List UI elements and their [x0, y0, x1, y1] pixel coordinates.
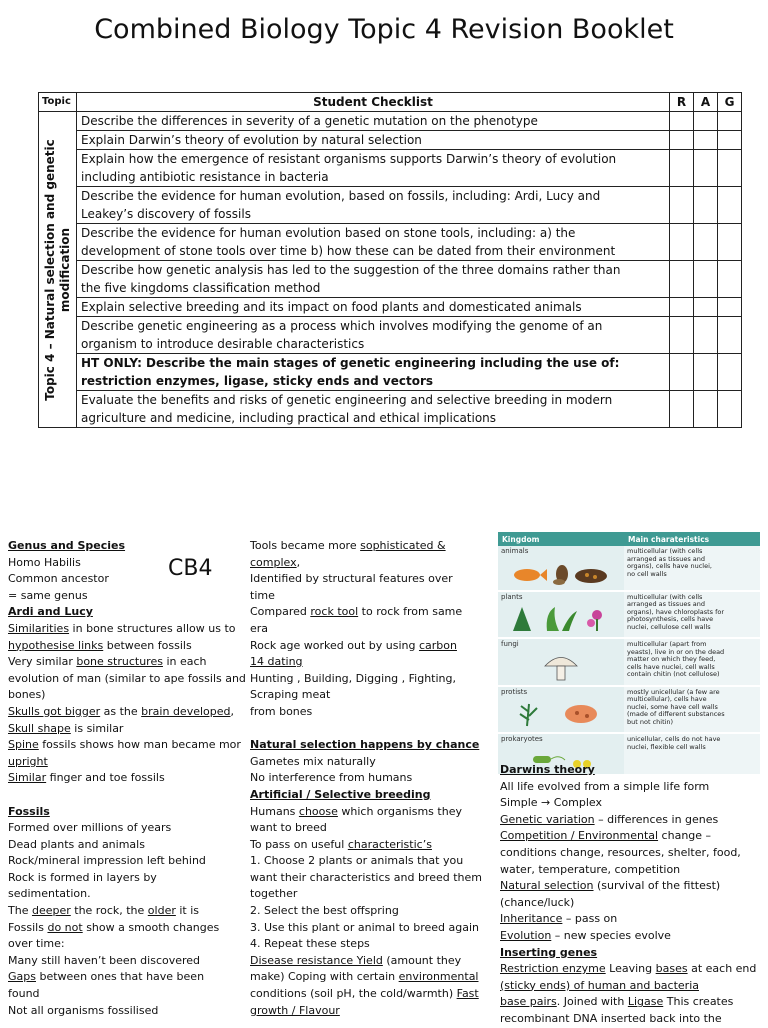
- note-line: Many still haven’t been discovered: [8, 953, 201, 967]
- checklist-item: [77, 391, 670, 428]
- note-line: Inheritance – pass on: [500, 912, 618, 926]
- protists-icon: [507, 698, 615, 730]
- note-line: Ardi and Lucy: [8, 605, 93, 619]
- checklist-item: [77, 187, 670, 224]
- note-line: hypothesise links between fossils: [8, 638, 192, 652]
- kingdom-cell: [498, 546, 624, 591]
- checklist-row: [39, 224, 742, 261]
- rag-g-checkbox[interactable]: [718, 112, 742, 131]
- page-title: Combined Biology Topic 4 Revision Booklet: [94, 14, 674, 45]
- note-line: Homo Habilis: [8, 555, 81, 569]
- kingdom-header: Kingdom: [498, 532, 624, 546]
- kingdom-characteristics: [624, 546, 760, 591]
- topic-header: Topic: [39, 93, 77, 112]
- note-line: conditions change, resources, shelter, food,: [500, 845, 741, 859]
- characteristics-line: mostly unicellular (a few are: [627, 687, 720, 696]
- checklist-item-line: Explain Darwin’s theory of evolution by natural selection: [81, 133, 422, 147]
- note-line: Very similar bone structures in each: [8, 655, 207, 669]
- rag-a-checkbox[interactable]: [694, 150, 718, 187]
- green-header: G: [718, 93, 742, 112]
- characteristics-line: multicellular), cells have: [627, 695, 707, 703]
- kingdom-name: fungi: [501, 640, 519, 648]
- note-line: Inserting genes: [500, 945, 598, 959]
- checklist-row: [39, 391, 742, 428]
- rag-g-checkbox[interactable]: [718, 131, 742, 150]
- characteristics-line: but not chitin): [627, 717, 674, 726]
- notes-column-2: [250, 538, 490, 1019]
- checklist-item-line: Evaluate the benefits and risks of genetic engineering and selective breeding in modern: [81, 393, 613, 407]
- note-line: bones): [8, 688, 46, 702]
- checklist-row: [39, 317, 742, 354]
- checklist-item-line: Describe how genetic analysis has led to the suggestion of the three domains rather than: [81, 263, 621, 277]
- note-line: water, temperature, competition: [500, 862, 681, 876]
- characteristics-line: yeasts), live in or on the dead: [627, 647, 725, 656]
- rag-a-checkbox[interactable]: [694, 317, 718, 354]
- note-line: growth / Flavour: [250, 1003, 340, 1017]
- rag-r-checkbox[interactable]: [670, 261, 694, 298]
- checklist-item-line: restriction enzymes, ligase, sticky ends and vectors: [81, 374, 434, 388]
- checklist-item-line: organism to introduce desirable characteristics: [81, 337, 365, 351]
- kingdom-characteristics: [624, 591, 760, 639]
- note-line: Natural selection (survival of the fittest): [500, 879, 721, 893]
- note-line: over time:: [8, 937, 65, 951]
- rag-r-checkbox[interactable]: [670, 298, 694, 317]
- checklist-item-line: Describe the differences in severity of a genetic mutation on the phenotype: [81, 114, 538, 128]
- note-line: found: [8, 987, 40, 1001]
- note-line: Rock is formed in layers by: [8, 870, 157, 884]
- checklist-item-line: HT ONLY: Describe the main stages of genetic engineering including the use of:: [81, 356, 620, 370]
- note-line: The deeper the rock, the older it is: [8, 904, 200, 918]
- note-line: Genus and Species: [8, 539, 126, 552]
- note-line: All life evolved from a simple life form: [500, 779, 710, 793]
- characteristics-line: arranged as tissues and: [627, 600, 705, 608]
- characteristics-line: nuclei, cellulose cell walls: [627, 622, 711, 631]
- topic-cell: [39, 112, 77, 428]
- note-line: Genetic variation – differences in genes: [500, 812, 719, 826]
- checklist-item: [77, 112, 670, 131]
- note-line: Gametes mix naturally: [250, 754, 376, 768]
- note-line: conditions (soil pH, the cold/warmth) Fast: [250, 987, 479, 1001]
- note-line: from bones: [250, 704, 313, 718]
- kingdom-image: [501, 651, 621, 683]
- rag-g-checkbox[interactable]: [718, 354, 742, 391]
- characteristics-line: multicellular (apart from: [627, 640, 707, 648]
- kingdom-characteristics: [624, 638, 760, 686]
- checklist-row: [39, 112, 742, 131]
- note-line: No interference from humans: [250, 771, 413, 785]
- checklist-item: [77, 298, 670, 317]
- note-line: (sticky ends) of human and bacteria: [500, 978, 699, 992]
- characteristics-line: photosynthesis, cells have: [627, 615, 714, 623]
- characteristics-line: contain chitin (not cellulose): [627, 670, 720, 678]
- topic-label: Topic 4 – Natural selection and genetic modification: [42, 138, 72, 401]
- rag-r-checkbox[interactable]: [670, 224, 694, 261]
- amber-header: A: [694, 93, 718, 112]
- note-line: Humans choose which organisms they: [250, 804, 462, 818]
- notes-column-3: [500, 762, 768, 1028]
- characteristics-header: Main charateristics: [624, 532, 760, 546]
- student-checklist-table: [38, 92, 742, 428]
- kingdom-cell: [498, 591, 624, 639]
- checklist-row: [39, 150, 742, 187]
- note-line: Evolution – new species evolve: [500, 928, 671, 942]
- checklist-row: [39, 298, 742, 317]
- note-line: sedimentation.: [8, 887, 91, 901]
- note-line: 3. Use this plant or animal to breed again: [250, 920, 480, 934]
- characteristics-line: organs), have chloroplasts for: [627, 607, 725, 616]
- kingdom-name: protists: [501, 687, 528, 696]
- checklist-item-line: Explain how the emergence of resistant organisms supports Darwin’s theory of evolution: [81, 152, 617, 166]
- rag-g-checkbox[interactable]: [718, 261, 742, 298]
- note-line: together: [250, 887, 298, 901]
- note-line: 1. Choose 2 plants or animals that you: [250, 854, 464, 868]
- note-line: Spine fossils shows how man became mor: [8, 738, 241, 752]
- note-line: Darwins theory: [500, 763, 595, 776]
- note-line: want to breed: [250, 821, 327, 835]
- checklist-header-row: [39, 93, 742, 112]
- note-line: Similarities in bone structures allow us to: [8, 621, 236, 635]
- characteristics-line: nuclei, flexible cell walls: [627, 742, 706, 751]
- kingdom-name: prokaryotes: [501, 735, 543, 743]
- rag-g-checkbox[interactable]: [718, 224, 742, 261]
- characteristics-line: arranged as tissues and: [627, 554, 705, 563]
- student-checklist-header: Student Checklist: [77, 93, 670, 112]
- note-line: Compared rock tool to rock from same: [250, 605, 463, 619]
- checklist-item: [77, 131, 670, 150]
- checklist-item: [77, 224, 670, 261]
- rag-a-checkbox[interactable]: [694, 187, 718, 224]
- rag-r-checkbox[interactable]: [670, 112, 694, 131]
- kingdom-row: [498, 638, 760, 686]
- kingdom-row: [498, 591, 760, 639]
- note-line: Not all organisms fossilised: [8, 1003, 159, 1017]
- rag-g-checkbox[interactable]: [718, 298, 742, 317]
- rag-r-checkbox[interactable]: [670, 187, 694, 224]
- note-line: complex,: [250, 555, 301, 569]
- note-line: Skulls got bigger as the brain developed,: [8, 704, 234, 718]
- kingdom-row: [498, 546, 760, 591]
- note-line: Artificial / Selective breeding: [250, 787, 431, 801]
- checklist-item: [77, 261, 670, 298]
- checklist-row: [39, 131, 742, 150]
- red-header: R: [670, 93, 694, 112]
- checklist-item: [77, 354, 670, 391]
- plants-icon: [507, 603, 615, 635]
- checklist-item-line: Explain selective breeding and its impact on food plants and domesticated animals: [81, 300, 582, 314]
- cb4-label: CB4: [168, 556, 213, 581]
- note-line: Similar finger and toe fossils: [8, 771, 165, 785]
- note-line: Common ancestor: [8, 572, 109, 586]
- kingdom-table: [498, 532, 760, 776]
- note-line: [8, 787, 248, 804]
- note-line: Hunting , Building, Digging , Fighting,: [250, 671, 456, 685]
- note-line: Scraping meat: [250, 688, 331, 702]
- kingdom-image: [501, 558, 621, 588]
- checklist-item-line: Describe the evidence for human evolution, based on fossils, including: Ardi, Lucy and: [81, 189, 601, 203]
- note-line: evolution of man (similar to ape fossils and: [8, 671, 246, 685]
- note-line: To pass on useful characteristic’s: [250, 837, 432, 851]
- note-line: Skull shape is similar: [8, 721, 124, 735]
- note-line: Tools became more sophisticated &: [250, 539, 446, 552]
- characteristics-line: no cell walls: [627, 569, 667, 578]
- note-line: Formed over millions of years: [8, 821, 172, 835]
- checklist-row: [39, 261, 742, 298]
- rag-g-checkbox[interactable]: [718, 187, 742, 224]
- characteristics-line: organs), cells have nuclei,: [627, 562, 712, 570]
- checklist-item-line: development of stone tools over time b) how these can be dated from their environment: [81, 244, 616, 258]
- note-line: Disease resistance Yield (amount they: [250, 953, 462, 967]
- checklist-item-line: Describe the evidence for human evolution based on stone tools, including: a) the: [81, 226, 576, 240]
- rag-a-checkbox[interactable]: [694, 261, 718, 298]
- rag-g-checkbox[interactable]: [718, 317, 742, 354]
- note-line: 4. Repeat these steps: [250, 937, 370, 951]
- notes-column-1: [8, 538, 248, 1019]
- note-line: Natural selection happens by chance: [250, 738, 480, 752]
- rag-a-checkbox[interactable]: [694, 298, 718, 317]
- rag-a-checkbox[interactable]: [694, 354, 718, 391]
- kingdom-row: [498, 686, 760, 734]
- checklist-row: [39, 187, 742, 224]
- note-line: (chance/luck): [500, 895, 575, 909]
- characteristics-line: multicellular (with cells: [627, 592, 703, 601]
- rag-a-checkbox[interactable]: [694, 224, 718, 261]
- characteristics-line: (made of different substances: [627, 710, 725, 718]
- kingdom-image: [501, 603, 621, 635]
- note-line: Restriction enzyme Leaving bases at each end: [500, 962, 757, 976]
- note-line: era: [250, 621, 269, 635]
- characteristics-line: cells have nuclei, cell walls: [627, 662, 715, 671]
- note-line: Identified by structural features over: [250, 572, 453, 586]
- note-line: time: [250, 588, 275, 602]
- note-line: make) Coping with certain environmental: [250, 970, 479, 984]
- kingdom-image: [501, 698, 621, 730]
- rag-r-checkbox[interactable]: [670, 131, 694, 150]
- checklist-item-line: agriculture and medicine, including practical and ethical implications: [81, 411, 497, 425]
- note-line: base pairs. Joined with Ligase This creates: [500, 995, 734, 1009]
- rag-a-checkbox[interactable]: [694, 131, 718, 150]
- note-line: [250, 721, 490, 738]
- note-line: Competition / Environmental change –: [500, 829, 712, 843]
- kingdom-header-row: [498, 532, 760, 546]
- animals-icon: [507, 558, 615, 588]
- note-line: Rock age worked out by using carbon: [250, 638, 457, 652]
- note-line: recombinant DNA inserted back into the: [500, 1011, 722, 1025]
- checklist-item-line: the five kingdoms classification method: [81, 281, 321, 295]
- rag-a-checkbox[interactable]: [694, 391, 718, 428]
- kingdom-name: animals: [501, 547, 529, 555]
- rag-r-checkbox[interactable]: [670, 317, 694, 354]
- checklist-item: [77, 150, 670, 187]
- rag-r-checkbox[interactable]: [670, 354, 694, 391]
- rag-a-checkbox[interactable]: [694, 112, 718, 131]
- rag-g-checkbox[interactable]: [718, 391, 742, 428]
- note-line: Dead plants and animals: [8, 837, 145, 851]
- checklist-item-line: including antibiotic resistance in bacteria: [81, 170, 329, 184]
- characteristics-line: multicellular (with cells: [627, 547, 703, 555]
- note-line: 14 dating: [250, 655, 303, 669]
- kingdom-cell: [498, 638, 624, 686]
- note-line: want their characteristics and breed them: [250, 870, 482, 884]
- note-line: 2. Select the best offspring: [250, 904, 399, 918]
- rag-g-checkbox[interactable]: [718, 150, 742, 187]
- note-line: Rock/mineral impression left behind: [8, 854, 206, 868]
- kingdom-cell: [498, 686, 624, 734]
- characteristics-line: unicellular, cells do not have: [627, 735, 721, 743]
- note-line: Gaps between ones that have been: [8, 970, 205, 984]
- rag-r-checkbox[interactable]: [670, 150, 694, 187]
- kingdom-name: plants: [501, 592, 523, 601]
- characteristics-line: matter on which they feed,: [627, 655, 716, 663]
- note-line: upright: [8, 754, 48, 768]
- checklist-item-line: Leakey’s discovery of fossils: [81, 207, 251, 221]
- note-line: = same genus: [8, 588, 88, 602]
- characteristics-line: nuclei, some have cell walls: [627, 702, 718, 711]
- fungi-icon: [507, 651, 615, 683]
- rag-r-checkbox[interactable]: [670, 391, 694, 428]
- note-line: Fossils: [8, 804, 50, 818]
- kingdom-characteristics: [624, 686, 760, 734]
- note-line: Fossils do not show a smooth changes: [8, 920, 220, 934]
- checklist-row: [39, 354, 742, 391]
- checklist-item: [77, 317, 670, 354]
- checklist-item-line: Describe genetic engineering as a process which involves modifying the genome of an: [81, 319, 603, 333]
- note-line: Simple → Complex: [500, 796, 603, 810]
